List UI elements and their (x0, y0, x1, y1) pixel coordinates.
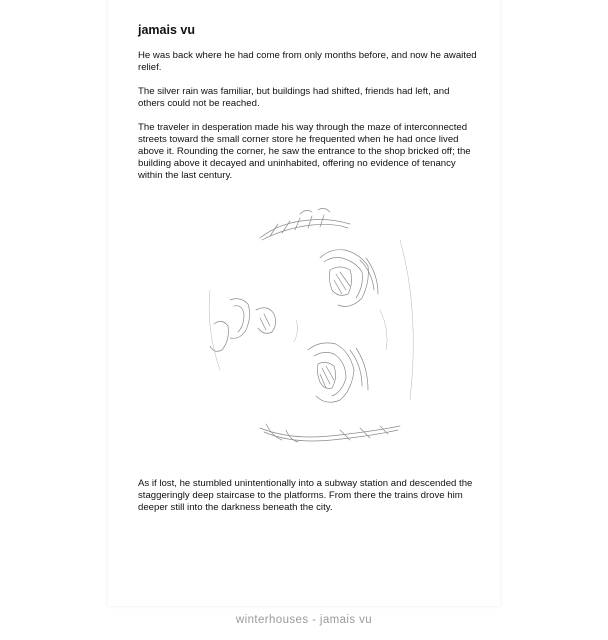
image-caption: winterhouses - jamais vu (235, 614, 373, 626)
sketch-hairline-top (260, 208, 350, 240)
sketch-eye-upper (320, 250, 378, 307)
document-page (108, 0, 500, 606)
sketch-eye-lower (308, 343, 368, 402)
sketch-jaw-bottom (260, 424, 400, 442)
paragraph: The traveler in desperation made his way through the maze of interconnected streets toward the small corner store he frequented when he had once lived above it. Rounding the corner, he saw the entrance to the shop bricked off; the building above it decayed and uninhabited, offering no evidence of tenancy within the last century. (138, 122, 471, 181)
pencil-face-sketch (200, 200, 450, 455)
sketch-mouth (210, 299, 276, 352)
page-title: jamais vu (138, 23, 195, 37)
paragraph: He was back where he had come from only months before, and now he awaited relief. (138, 50, 477, 73)
sketch-contours (209, 240, 413, 400)
paragraph: The silver rain was familiar, but buildings had shifted, friends had left, and others could not be reached. (138, 86, 450, 109)
paragraph: As if lost, he stumbled unintentionally into a subway station and descended the staggeringly deep staircase to the platforms. From there the trains drove him deeper still into the darkness beneath the city. (138, 478, 473, 513)
